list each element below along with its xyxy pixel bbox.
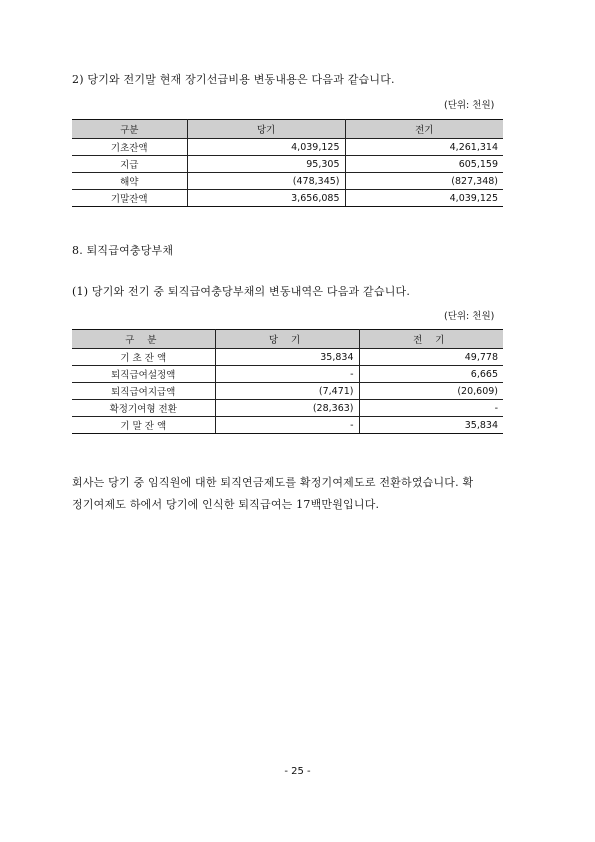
prior-value: - xyxy=(359,400,503,417)
table-row xyxy=(72,417,503,434)
current-value: (478,345) xyxy=(187,173,345,190)
table-row xyxy=(72,349,503,366)
prior-value: 4,261,314 xyxy=(345,139,503,156)
table-row xyxy=(72,173,503,190)
current-value: 95,305 xyxy=(187,156,345,173)
current-value: (28,363) xyxy=(215,400,359,417)
retirement-allowance-table xyxy=(72,329,503,434)
col-header-category: 구분 xyxy=(72,120,187,139)
table-row xyxy=(72,190,503,207)
current-value: - xyxy=(215,417,359,434)
row-label: 기 말 잔 액 xyxy=(72,417,215,434)
current-value: - xyxy=(215,366,359,383)
col-header-current: 당 기 xyxy=(215,330,359,349)
retirement-intro: (1) 당기와 전기 중 퇴직급여충당부채의 변동내역은 다음과 같습니다. xyxy=(72,285,411,298)
table-header-row xyxy=(72,120,503,139)
long-term-prepaid-intro: 2) 당기와 전기말 현재 장기선급비용 변동내용은 다음과 같습니다. xyxy=(72,73,395,86)
row-label: 확정기여형 전환 xyxy=(72,400,215,417)
prior-value: 6,665 xyxy=(359,366,503,383)
col-header-prior: 전 기 xyxy=(359,330,503,349)
prior-value: 4,039,125 xyxy=(345,190,503,207)
row-label: 해약 xyxy=(72,173,187,190)
table-header-row xyxy=(72,330,503,349)
current-value: 35,834 xyxy=(215,349,359,366)
unit-label-2: (단위: 천원) xyxy=(444,311,495,322)
unit-label-1: (단위: 천원) xyxy=(444,100,495,111)
row-label: 기말잔액 xyxy=(72,190,187,207)
prepaid-expense-table xyxy=(72,119,503,207)
col-header-prior: 전기 xyxy=(345,120,503,139)
section-heading: 8. 퇴직급여충당부채 xyxy=(72,244,174,257)
col-header-category: 구 분 xyxy=(72,330,215,349)
table-row xyxy=(72,383,503,400)
note-line-1: 회사는 당기 중 임직원에 대한 퇴직연금제도를 확정기여제도로 전환하였습니다. 확 xyxy=(72,476,474,489)
table-row xyxy=(72,139,503,156)
table-row xyxy=(72,400,503,417)
prior-value: (20,609) xyxy=(359,383,503,400)
row-label: 기초잔액 xyxy=(72,139,187,156)
row-label: 퇴직급여지급액 xyxy=(72,383,215,400)
row-label: 기 초 잔 액 xyxy=(72,349,215,366)
prior-value: 49,778 xyxy=(359,349,503,366)
row-label: 지급 xyxy=(72,156,187,173)
table-row xyxy=(72,156,503,173)
note-line-2: 정기여제도 하에서 당기에 인식한 퇴직급여는 17백만원입니다. xyxy=(72,498,380,511)
prior-value: 605,159 xyxy=(345,156,503,173)
current-value: (7,471) xyxy=(215,383,359,400)
row-label: 퇴직급여설정액 xyxy=(72,366,215,383)
current-value: 3,656,085 xyxy=(187,190,345,207)
prior-value: 35,834 xyxy=(359,417,503,434)
current-value: 4,039,125 xyxy=(187,139,345,156)
prior-value: (827,348) xyxy=(345,173,503,190)
table-row xyxy=(72,366,503,383)
col-header-current: 당기 xyxy=(187,120,345,139)
page-number: - 25 - xyxy=(284,766,311,777)
